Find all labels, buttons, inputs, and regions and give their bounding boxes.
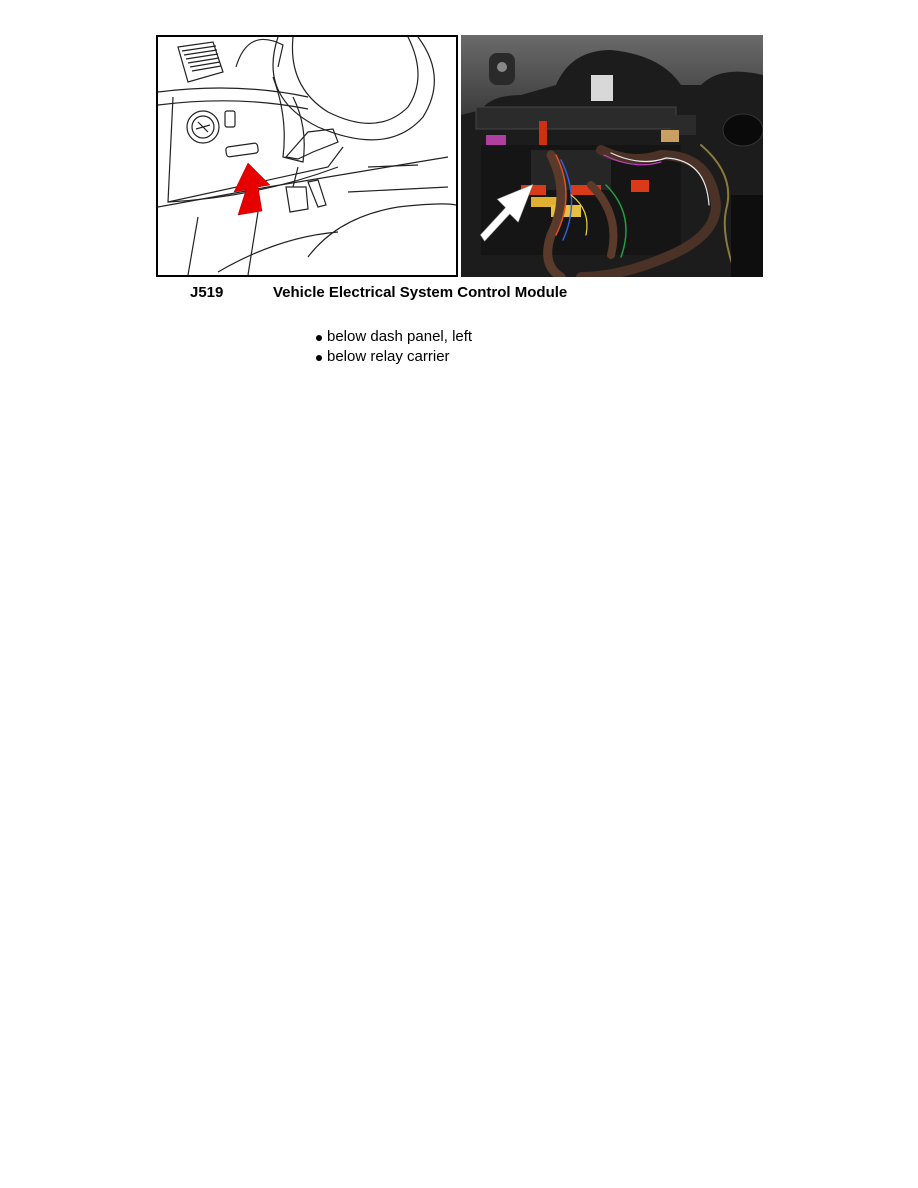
component-title: Vehicle Electrical System Control Module (273, 284, 568, 301)
component-code: J519 (190, 284, 224, 301)
location-item: below dash panel, left (315, 327, 472, 347)
module-photo-rendering (461, 35, 763, 277)
location-item: below relay carrier (315, 347, 472, 367)
dash-line-drawing (158, 37, 456, 275)
location-list (315, 327, 472, 367)
illustration-dash-panel (156, 35, 458, 277)
photo-control-module (461, 35, 763, 277)
